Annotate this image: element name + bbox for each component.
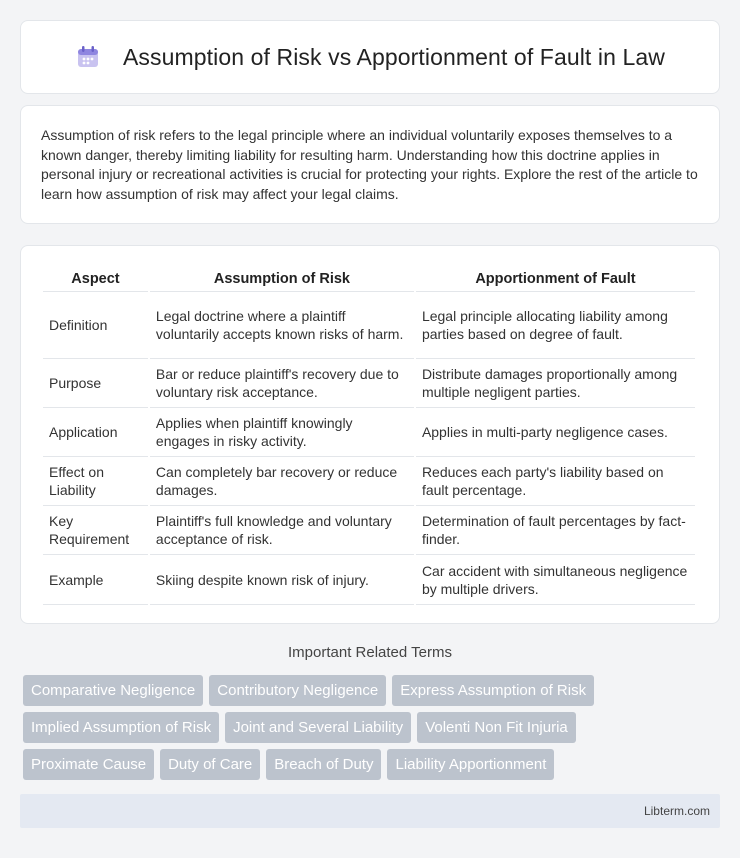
table-row [43, 408, 695, 457]
calendar-icon [75, 44, 101, 70]
tag-implied-assumption-of-risk[interactable]: Implied Assumption of Risk [23, 712, 219, 743]
aspect-cell: Example [43, 555, 148, 605]
apportionment-cell: Reduces each party's liability based on fault percentage. [416, 457, 695, 506]
page-title: Assumption of Risk vs Apportionment of Fault in Law [122, 43, 666, 70]
assumption-cell: Can completely bar recovery or reduce damages. [150, 457, 414, 506]
table-row [43, 506, 695, 555]
assumption-cell: Bar or reduce plaintiff's recovery due to voluntary risk acceptance. [150, 359, 414, 408]
intro-text: Assumption of risk refers to the legal principle where an individual voluntarily exposes themselves to a known danger, thereby limiting liability for resulting harm. Understanding how this doctrine applies in personal injury or recreational activities is crucial for protecting your rights. Explore the rest of the article to learn how assumption of risk may affect your legal claims. [41, 127, 698, 202]
aspect-cell: Definition [43, 292, 148, 359]
table-row [43, 457, 695, 506]
assumption-cell: Skiing despite known risk of injury. [150, 555, 414, 605]
apportionment-cell: Car accident with simultaneous negligence by multiple drivers. [416, 555, 695, 605]
apportionment-cell: Distribute damages proportionally among multiple negligent parties. [416, 359, 695, 408]
intro-card [20, 105, 720, 224]
assumption-cell: Applies when plaintiff knowingly engages in risky activity. [150, 408, 414, 457]
column-header-apportionment-of-fault: Apportionment of Fault [416, 266, 695, 292]
table-row [43, 555, 695, 605]
tag-volenti-non-fit-injuria[interactable]: Volenti Non Fit Injuria [417, 712, 576, 743]
aspect-cell: Key Requirement [43, 506, 148, 555]
related-terms-heading: Important Related Terms [288, 644, 452, 661]
tag-row [23, 675, 723, 706]
table-row [43, 359, 695, 408]
related-terms-list [23, 675, 723, 786]
tag-duty-of-care[interactable]: Duty of Care [160, 749, 260, 780]
tag-express-assumption-of-risk[interactable]: Express Assumption of Risk [392, 675, 594, 706]
aspect-cell: Application [43, 408, 148, 457]
apportionment-cell: Legal principle allocating liability among parties based on degree of fault. [416, 292, 695, 359]
tag-row [23, 749, 723, 780]
table-header-row [43, 266, 695, 292]
tag-row [23, 712, 723, 743]
column-header-aspect: Aspect [43, 266, 148, 292]
comparison-table-card [20, 245, 720, 624]
aspect-cell: Purpose [43, 359, 148, 408]
column-header-assumption-of-risk: Assumption of Risk [150, 266, 414, 292]
tag-joint-and-several-liability[interactable]: Joint and Several Liability [225, 712, 411, 743]
tag-breach-of-duty[interactable]: Breach of Duty [266, 749, 381, 780]
tag-proximate-cause[interactable]: Proximate Cause [23, 749, 154, 780]
assumption-cell: Plaintiff's full knowledge and voluntary acceptance of risk. [150, 506, 414, 555]
assumption-cell: Legal doctrine where a plaintiff voluntarily accepts known risks of harm. [150, 292, 414, 359]
footer [20, 794, 720, 828]
aspect-cell: Effect on Liability [43, 457, 148, 506]
tag-liability-apportionment[interactable]: Liability Apportionment [387, 749, 554, 780]
table-row [43, 292, 695, 359]
title-card [20, 20, 720, 94]
tag-comparative-negligence[interactable]: Comparative Negligence [23, 675, 203, 706]
footer-brand-link[interactable]: Libterm.com [643, 804, 710, 818]
apportionment-cell: Applies in multi-party negligence cases. [416, 408, 695, 457]
tag-contributory-negligence[interactable]: Contributory Negligence [209, 675, 386, 706]
comparison-table [41, 266, 697, 605]
apportionment-cell: Determination of fault percentages by fact-finder. [416, 506, 695, 555]
